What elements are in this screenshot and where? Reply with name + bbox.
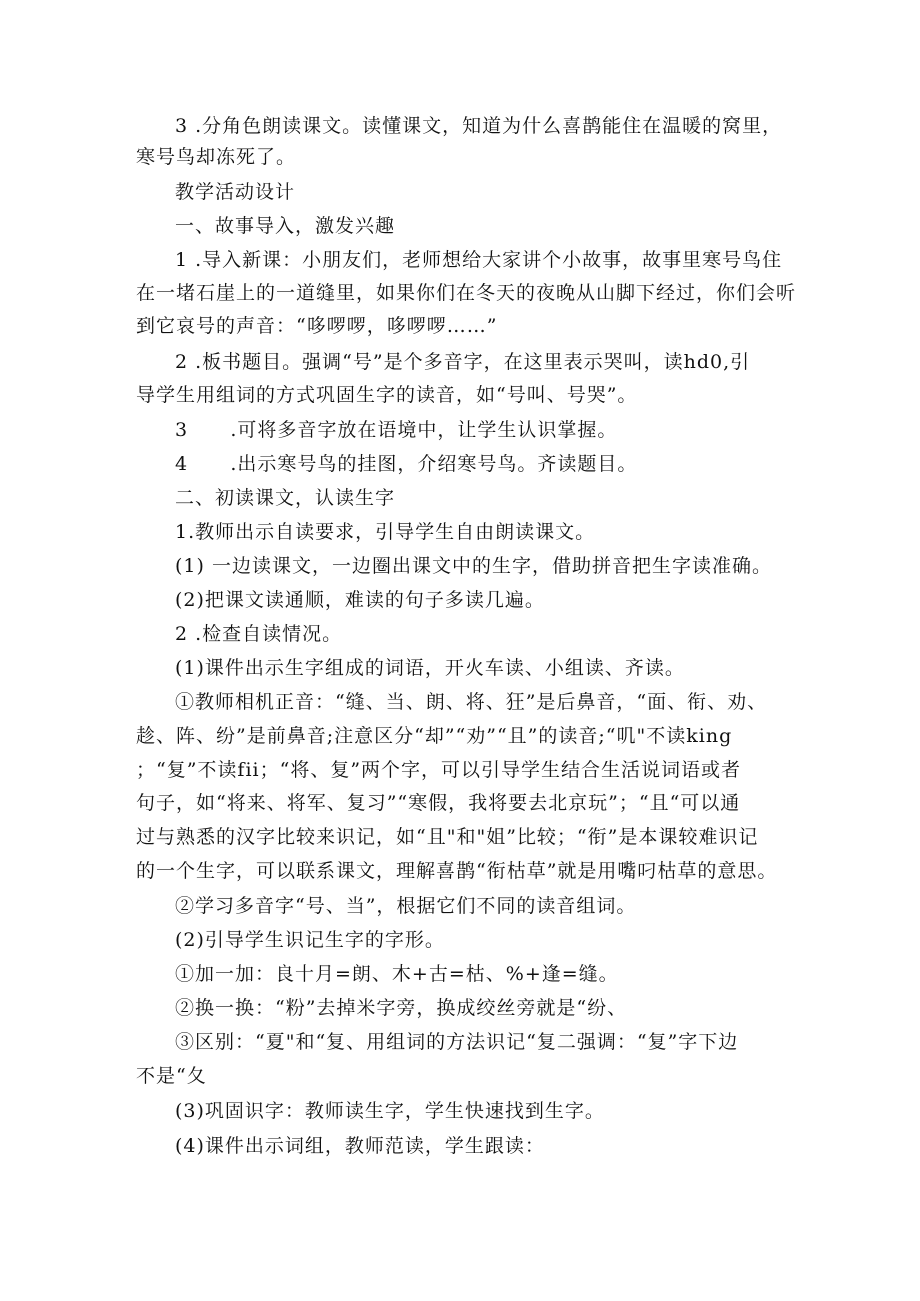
text-line: 趁、阵、纷”是前鼻音;注意区分“却”“劝”“且”的读音;“叽"不读king	[136, 725, 733, 747]
text-line: 1.教师出示自读要求，引导学生自由朗读课文。	[175, 521, 596, 543]
text-line: (1)课件出示生字组成的词语，开火车读、小组读、齐读。	[175, 657, 685, 679]
text-line: (2)把课文读通顺，难读的句子多读几遍。	[175, 589, 545, 611]
section-heading: 二、初读课文，认读生字	[175, 487, 396, 509]
section-heading: 一、故事导入，激发兴趣	[175, 215, 396, 237]
text-line: ①加一加：良十月=朗、木+古=枯、%+逢=缝。	[175, 963, 619, 985]
text-line: ①教师相机正音：“缝、当、朗、将、狂”是后鼻音，“面、衔、劝、	[175, 691, 768, 713]
text-line: 过与熟悉的汉字比较来识记，如“且"和"姐”比较；“衔”是本课较难识记	[136, 826, 759, 848]
text-line: 2 .检查自读情况。	[175, 623, 343, 645]
text-line: 不是“夂	[136, 1065, 207, 1087]
text-line: ②学习多音字“号、当”，根据它们不同的读音组词。	[175, 895, 637, 917]
text-line: 在一堵石崖上的一道缝里，如果你们在冬天的夜晚从山脚下经过，你们会听	[136, 282, 797, 304]
section-heading: 教学活动设计	[175, 181, 296, 203]
text-line: ；“复”不读fii；“将、复”两个字，可以引导学生结合生活说词语或者	[136, 759, 742, 781]
text-line: 句子，如“将来、将军、复习”“寒假，我将要去北京玩”；“且“可以通	[136, 792, 741, 814]
text-line: 4 .出示寒号鸟的挂图，介绍寒号鸟。齐读题目。	[175, 453, 638, 475]
text-line: 寒号鸟却冻死了。	[136, 146, 297, 168]
text-line: 3 .可将多音字放在语境中，让学生认识掌握。	[175, 419, 618, 441]
text-line: (3)巩固识字：教师读生字，学生快速找到生字。	[175, 1100, 605, 1122]
text-line: 到它哀号的声音：“哆啰啰，哆啰啰……”	[136, 315, 498, 337]
text-line: 1 .导入新课：小朋友们，老师想给大家讲个小故事，故事里寒号鸟住	[175, 249, 783, 271]
text-line: 3 .分角色朗读课文。读懂课文，知道为什么喜鹊能住在温暖的窝里，	[175, 115, 783, 137]
text-line: ③区别：“夏"和“复、用组词的方法识记“复二强调：“复”字下边	[175, 1031, 739, 1053]
text-line: (2)引导学生识记生字的字形。	[175, 929, 445, 951]
text-line: (1) 一边读课文，一边圈出课文中的生字，借助拼音把生字读准确。	[175, 555, 772, 577]
text-line: 导学生用组词的方式巩固生字的读音，如“号叫、号哭”。	[136, 384, 638, 406]
text-line: 的一个生字，可以联系课文，理解喜鹊“衔枯草”就是用嘴叼枯草的意思。	[136, 860, 778, 882]
text-line: (4)课件出示词组，教师范读，学生跟读：	[175, 1135, 545, 1157]
text-line: ②换一换：“粉”去掉米字旁，换成绞丝旁就是“纷、	[175, 997, 628, 1019]
text-line: 2 .板书题目。强调“号”是个多音字，在这里表示哭叫，读hd0,引	[175, 351, 751, 373]
